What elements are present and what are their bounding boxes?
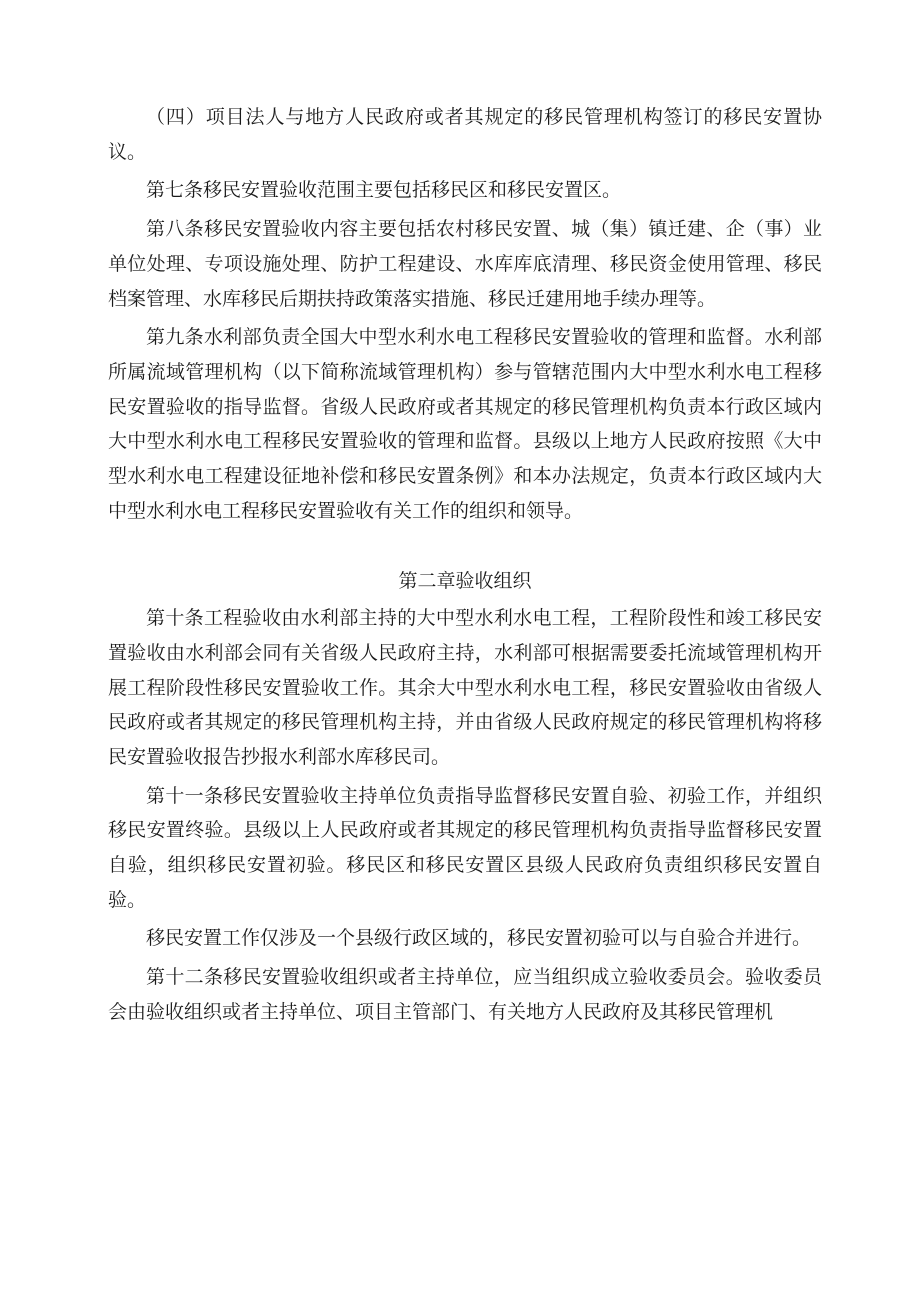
paragraph-article-11-note: 移民安置工作仅涉及一个县级行政区域的，移民安置初验可以与自验合并进行。 bbox=[146, 927, 812, 950]
paragraph-article-10: 第十条工程验收由水利部主持的大中型水利水电工程，工程阶段性和竣工移民安置验收由水利部会同有关省级人民政府主持，水利部可根据需要委托流域管理机构开展工程阶段性移民安置验收工作。其余大中型水利水电工程，移民安置验收由省级人民政府或者其规定的移民管理机构主持，并由省级人民政府规定的移民管理机构将移民安置验收报告抄报水利部水库移民司。 bbox=[108, 607, 822, 768]
paragraph-article-9: 第九条水利部负责全国大中型水利水电工程移民安置验收的管理和监督。水利部所属流域管理机构（以下简称流域管理机构）参与管辖范围内大中型水利水电工程移民安置验收的指导监督。省级人民政府或者其规定的移民管理机构负责本行政区域内大中型水利水电工程移民安置验收的管理和监督。县级以上地方人民政府按照《大中型水利水电工程建设征地补偿和移民安置条例》和本办法规定，负责本行政区域内大中型水利水电工程移民安置验收有关工作的组织和领导。 bbox=[108, 326, 822, 522]
paragraph-article-12: 第十二条移民安置验收组织或者主持单位，应当组织成立验收委员会。验收委员会由验收组织或者主持单位、项目主管部门、有关地方人民政府及其移民管理机 bbox=[108, 966, 822, 1023]
paragraph-item-4: （四）项目法人与地方人民政府或者其规定的移民管理机构签订的移民安置协议。 bbox=[108, 106, 822, 163]
paragraph-article-7: 第七条移民安置验收范围主要包括移民区和移民安置区。 bbox=[146, 179, 622, 202]
paragraph-article-11: 第十一条移民安置验收主持单位负责指导监督移民安置自验、初验工作，并组织移民安置终验。县级以上人民政府或者其规定的移民管理机构负责指导监督移民安置自验，组织移民安置初验。移民区和移民安置区县级人民政府负责组织移民安置自验。 bbox=[108, 784, 822, 911]
chapter-title: 第二章验收组织 bbox=[398, 570, 532, 593]
paragraph-article-8: 第八条移民安置验收内容主要包括农村移民安置、城（集）镇迁建、企（事）业单位处理、专项设施处理、防护工程建设、水库库底清理、移民资金使用管理、移民档案管理、水库移民后期扶持政策落实措施、移民迁建用地手续办理等。 bbox=[108, 218, 822, 310]
